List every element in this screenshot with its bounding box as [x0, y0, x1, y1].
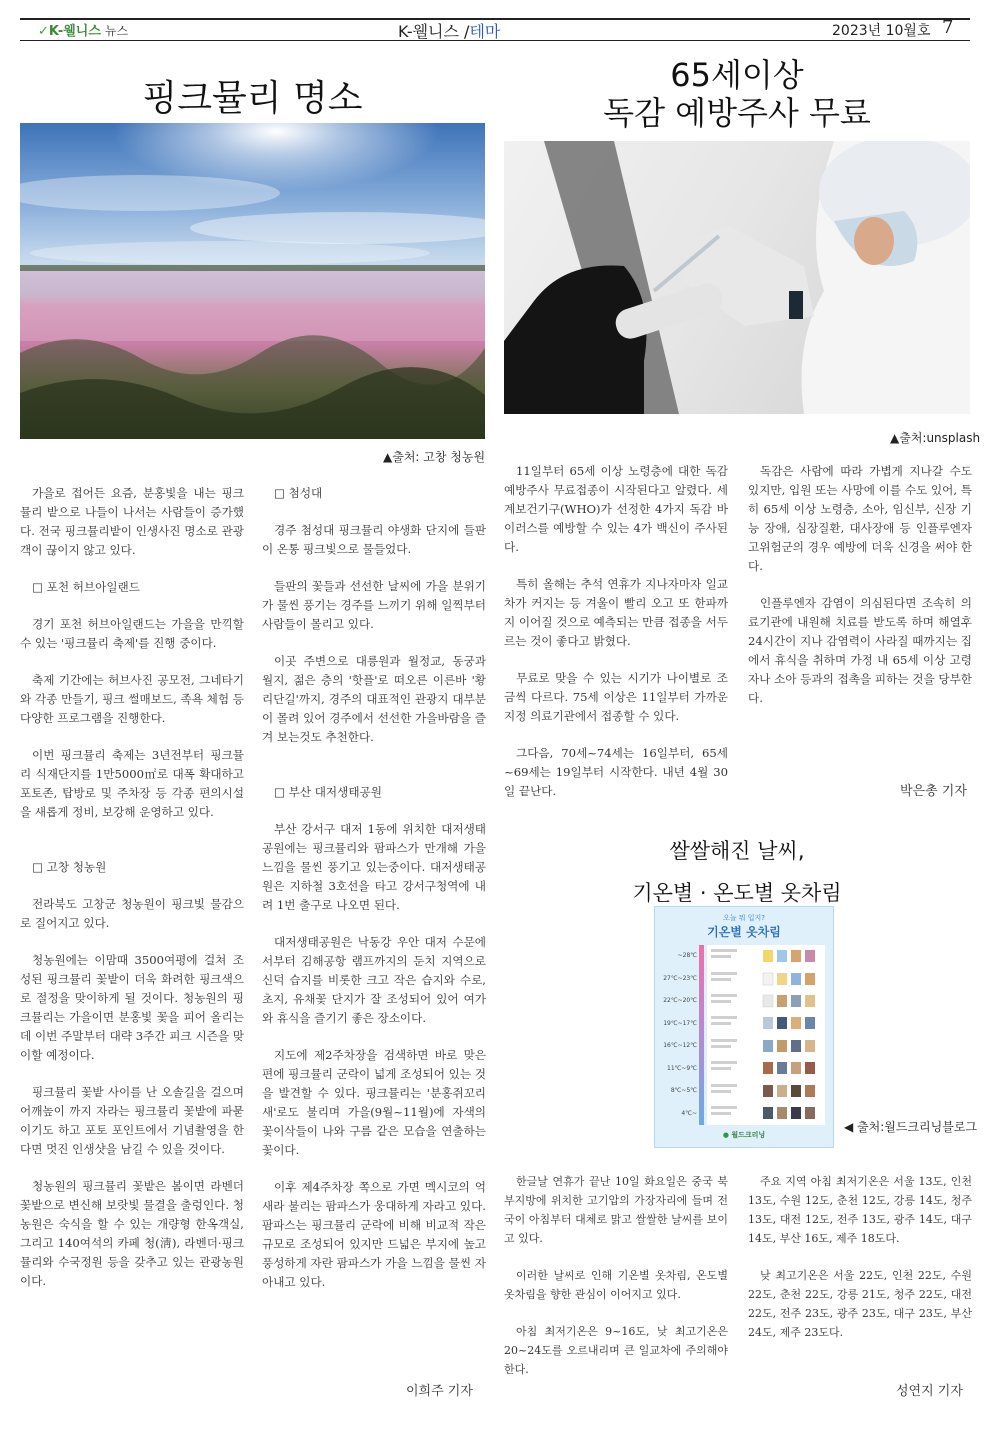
section-sub: 테마	[469, 22, 501, 41]
temperature-list	[657, 945, 697, 1125]
section-heading: □ 고창 청농원	[32, 860, 107, 874]
paragraph: 지도에 제2주차장을 검색하면 바로 맞은편에 핑크뮬리 군락이 넓게 조성되어 있는 것을 발견할 수 있다. 핑크뮬리는 '분홍쥐꼬리새'로도 불리며 가을(9월~11월)에 자색의 꽃이삭들이 나와 구름 같은 모습을 연출하는 꽃이다.	[262, 1048, 486, 1157]
section-main: K-웰니스 /	[398, 22, 470, 41]
paragraph: 전라북도 고창군 청농원이 핑크빛 물감으로 질어지고 있다.	[20, 897, 244, 930]
article3-image-credit: ◀ 출처:월드크리닝블로그	[844, 1120, 978, 1134]
paragraph: 핑크뮬리 꽃밭 사이를 난 오솔길을 걸으며 어깨높이 까지 자라는 핑크뮬리 꽃밭에 파묻이기도 하고 포토 포인트에서 기념촬영을 한다면 멋진 인생샷을 남길 수 있을 것이다.	[20, 1085, 244, 1156]
paragraph: 이곳 주변으로 대릉원과 월정교, 동궁과 월지, 젊은 층의 '핫플'로 떠오른 이른바 '황리단길'까지, 경주의 대표적인 관광지 대부분이 몰려 있어 경주에서 선선한 가을바람을 즐겨 보는것도 추천한다.	[262, 654, 486, 744]
article3-reporter: 성연지 기자	[896, 1384, 963, 1399]
page-number: 7	[942, 17, 954, 38]
infographic-subtitle: 오늘 뭐 입지?	[723, 914, 765, 922]
temp-label: ~28℃	[677, 952, 697, 959]
article1-column2	[262, 484, 486, 1310]
logo-text: K-웰니스	[48, 24, 101, 39]
pink-muhly-photo	[20, 123, 485, 439]
article1-title: 핑크뮬리 명소	[142, 78, 363, 119]
section-heading: □ 첨성대	[274, 486, 323, 500]
article1-photo-credit: ▲출처: 고창 청농원	[383, 450, 486, 464]
outfit-infographic	[654, 906, 834, 1148]
article2-reporter: 박은총 기자	[900, 784, 967, 799]
clothing-icons	[707, 945, 825, 1125]
leaf-icon: ✓	[38, 24, 49, 39]
temp-label: 11℃~9℃	[667, 1064, 697, 1072]
temp-label: 16℃~12℃	[663, 1042, 697, 1049]
paragraph: 인플루엔자 감염이 의심된다면 조속히 의료기관에 내원해 치료를 받도록 하며 해열후 24시간이 지나 감염력이 사라질 때까지는 집에서 휴식을 취하며 가정 내 65세 이상 고령자나 소아 등과의 접촉을 피하는 것을 당부한다.	[748, 596, 972, 705]
article1-column1	[20, 484, 244, 1309]
article2-title-line1: 65세이상	[670, 56, 804, 94]
article2-title-line2: 독감 예방주사 무료	[603, 94, 871, 132]
article2-column2	[748, 462, 972, 726]
article2-photo-credit: ▲출처:unsplash	[890, 431, 981, 445]
article3-title-line2: 기온별 · 온도별 옷차림	[632, 881, 842, 905]
paragraph: 독감은 사람에 따라 가볍게 지나갈 수도 있지만, 입원 또는 사망에 이를 수도 있어, 특히 65세 이상 노령층, 소아, 임신부, 신장 기능 장애, 심장질환, 대사장애 등 인플루엔자 고위험군의 경우 예방에 더욱 신경을 써야 한다.	[748, 464, 972, 573]
paragraph: 낮 최고기온은 서울 22도, 인천 22도, 수원 22도, 춘천 22도, 강릉 21도, 청주 22도, 대전 22도, 전주 23도, 광주 23도, 대구 23도, 부산 24도, 제주 23도다.	[748, 1269, 972, 1339]
article2-column1	[504, 462, 728, 819]
section-heading: □ 부산 대저생태공원	[274, 785, 382, 799]
vaccine-illustration	[504, 141, 970, 414]
temp-label: 27℃~23℃	[663, 974, 697, 982]
temp-label: 4℃~	[681, 1109, 697, 1117]
temp-label: 22℃~20℃	[663, 997, 697, 1004]
article3-column2	[748, 1172, 972, 1360]
paragraph: 11일부터 65세 이상 노령층에 대한 독감 예방주사 무료접종이 시작된다고 알렸다. 세계보건기구(WHO)가 선정한 4가지 독감 바이러스를 예방할 수 있는 4가 백신이 주사된다.	[504, 464, 728, 554]
logo-suffix: 뉴스	[104, 24, 129, 38]
paragraph: 경기 포천 허브아일랜드는 가을을 만끽할 수 있는 '핑크뮬리 축제'를 진행 중이다.	[20, 617, 244, 650]
temp-label: 19℃~17℃	[663, 1019, 697, 1027]
infographic-title: 기온별 옷차림	[707, 925, 781, 939]
infographic-logo-text: 월드크리닝	[731, 1131, 766, 1139]
temp-label: 8℃~5℃	[670, 1087, 697, 1094]
paragraph: 부산 강서구 대저 1동에 위치한 대저생태공원에는 핑크뮬리와 팜파스가 만개해 가을 느낌을 물씬 풍기고 있는중이다. 대저생태공원은 지하철 3호선을 타고 강서구청역에 내려 1번 출구로 나오면 된다.	[262, 822, 486, 912]
paragraph: 아침 최저기온은 9~16도, 낮 최고기온은 20~24도를 오르내리며 큰 일교차에 주의해야 한다.	[504, 1325, 728, 1376]
paragraph: 이번 핑크뮬리 축제는 3년전부터 핑크뮬리 식재단지를 1만5000㎡로 대폭 확대하고 포토존, 탑방로 및 주차장 등 각종 편의시설을 새롭게 정비, 보강해 운영하고 있다.	[20, 748, 244, 819]
paragraph: 대저생태공원은 낙동강 우안 대저 수문에서부터 김해공항 램프까지의 둔치 지역으로 신덕 습지를 비롯한 크고 작은 습지와 수로, 초지, 유채꽃 단지가 잘 조성되어 있어 여가와 휴식을 즐기기 좋은 장소이다.	[262, 935, 486, 1025]
paragraph: 특히 올해는 추석 연휴가 지나자마자 일교차가 커지는 등 겨울이 빨리 오고 또 한파까지 이어질 것으로 예측되는 만큼 접종을 서두르는 것이 좋다고 밝혔다.	[504, 577, 728, 648]
paragraph: 이러한 날씨로 인해 기온별 옷차림, 온도별 옷차림을 향한 관심이 이어지고 있다.	[504, 1269, 728, 1301]
paragraph: 무료로 맞을 수 있는 시기가 나이별로 조금씩 다르다. 75세 이상은 11일부터 가까운 지정 의료기관에서 접종할 수 있다.	[504, 671, 728, 723]
article3-title-line1: 쌀쌀해진 날씨,	[669, 839, 805, 863]
paragraph: 이후 제4주차장 쪽으로 가면 멕시코의 억새라 불리는 팜파스가 웅대하게 자라고 있다. 팜파스는 핑크뮬리 군락에 비해 비교적 작은 규모로 조성되어 있지만 드넓은 부지에 높고 풍성하게 자란 팜파스가 가을 느낌을 물씬 자아내고 있다.	[262, 1180, 486, 1289]
section-heading: □ 포천 허브아일랜드	[32, 580, 140, 594]
article3-title	[504, 830, 970, 914]
paragraph: 청농원에는 이맘때 3500여평에 걸쳐 조성된 핑크뮬리 꽃밭이 더욱 화려한 핑크색으로 절정을 맞이하게 될 것이다. 청농원의 핑크뮬리는 가을이면 분홍빛 꽃을 피어 올리는데 이번 주말부터 대략 3주간 피크 시즌을 맞이할 예정이다.	[20, 953, 244, 1062]
section-title	[398, 19, 500, 42]
article1-reporter: 이희주 기자	[406, 1384, 473, 1399]
paragraph: 청농원의 핑크뮬리 꽃밭은 봄이면 라벤더 꽃밭으로 변신해 보랏빛 물결을 출렁인다. 청농원은 숙식을 할 수 있는 개량형 한옥객실, 그리고 140여석의 카페 청(淸), 라벤더·핑크뮬리와 수국정원 등을 갖추고 있는 관광농원이다.	[20, 1179, 244, 1288]
infographic-logo	[655, 1130, 833, 1140]
pink-muhly-illustration	[20, 123, 485, 439]
temperature-bar	[699, 945, 704, 1125]
paragraph: 한글날 연휴가 끝난 10일 화요일은 중국 북부지방에 위치한 고기압의 가장자리에 들며 전국이 아침부터 대체로 맑고 쌀쌀한 날씨를 보이고 있다.	[504, 1175, 728, 1245]
paragraph: 들판의 꽃들과 선선한 날씨에 가을 분위기가 물씬 풍기는 경주를 느끼기 위해 일찍부터 사람들이 몰리고 있다.	[262, 579, 486, 631]
brand-mark-icon: ●	[722, 1131, 729, 1139]
brand-logo	[38, 20, 128, 39]
vaccine-photo	[504, 141, 970, 414]
paragraph: 가을로 접어든 요즘, 분홍빛을 내는 핑크뮬리 밭으로 나들이 나서는 사람들이 증가했다. 전국 핑크뮬리밭이 인생사진 명소로 관광객이 끊이지 않고 있다.	[20, 486, 244, 557]
paragraph: 그다음, 70세~74세는 16일부터, 65세~69세는 19일부터 시작한다. 내년 4월 30일 끝난다.	[504, 746, 728, 798]
paragraph: 경주 첨성대 핑크뮬리 야생화 단지에 들판이 온통 핑크빛으로 물들었다.	[262, 523, 486, 556]
article2-title	[504, 56, 970, 132]
paragraph: 주요 지역 아침 최저기온은 서울 13도, 인천 13도, 수원 12도, 춘천 12도, 강릉 14도, 청주 13도, 대전 12도, 전주 13도, 광주 14도, 대구 14도, 부산 16도, 제주 18도다.	[748, 1175, 972, 1245]
paragraph: 축제 기간에는 허브사진 공모전, 그네타기와 각종 만들기, 핑크 썰매보드, 족욕 체험 등 다양한 프로그램을 진행한다.	[20, 673, 244, 725]
article3-column1	[504, 1172, 728, 1397]
issue-date: 2023년 10월호	[832, 23, 931, 39]
